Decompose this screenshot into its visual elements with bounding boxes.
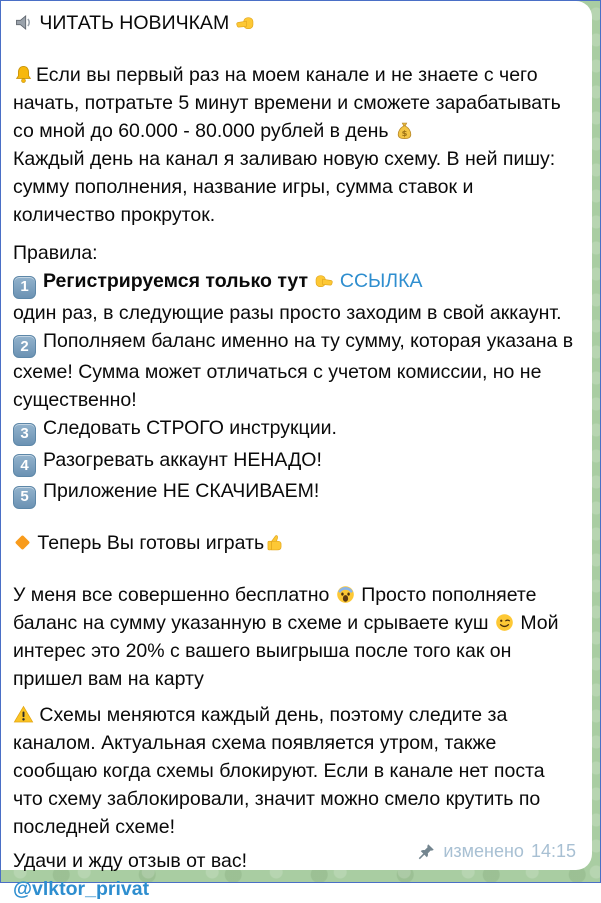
rule-1-text: Регистрируемся только тут bbox=[43, 270, 309, 292]
free-text-1: У меня все совершенно бесплатно bbox=[13, 583, 330, 606]
rule-item-1 bbox=[13, 267, 578, 299]
rule-5-text: Приложение НЕ СКАЧИВАЕМ! bbox=[43, 480, 320, 502]
bell-icon bbox=[13, 64, 34, 85]
post-title: ЧИТАТЬ НОВИЧКАМ bbox=[39, 12, 230, 34]
rules-heading: Правила: bbox=[13, 242, 98, 264]
message-meta bbox=[416, 841, 576, 862]
intro-paragraph-2: Каждый день на канал я заливаю новую схему. В ней пишу: сумму пополнения, название игры, сумма ставок и количество прокруток. bbox=[13, 148, 556, 226]
thumbs-up-icon bbox=[264, 532, 285, 553]
post-title-line bbox=[13, 9, 578, 37]
warning-text: Схемы меняются каждый день, поэтому следите за каналом. Актуальная схема появляется утром, также сообщаю когда схемы блокируют. Если в канале нет поста что схему заблокировали, значит можно смело крутить по последней схеме! bbox=[13, 703, 545, 838]
pointing-right-hand-icon bbox=[313, 270, 334, 291]
pointing-left-hand-icon bbox=[235, 12, 256, 33]
blank-line bbox=[13, 509, 578, 529]
rule-2-text: Пополняем баланс именно на ту сумму, которая указана в схеме! Сумма может отличаться с учетом комиссии, но не существенно! bbox=[13, 329, 574, 411]
rule-1-continuation: один раз, в следующие разы просто заходим в свой аккаунт. bbox=[13, 301, 562, 324]
warning-icon bbox=[13, 704, 34, 725]
speaker-icon bbox=[13, 12, 34, 33]
rule-item-2 bbox=[13, 327, 578, 415]
farewell-line: Удачи и жду отзыв от вас! bbox=[13, 849, 248, 872]
paragraph-gap bbox=[13, 229, 578, 239]
moneybag-icon bbox=[394, 120, 415, 141]
intro-paragraph bbox=[13, 61, 578, 145]
keycap-1-icon: 1 bbox=[13, 276, 36, 299]
username-link[interactable]: @vlktor_privat bbox=[13, 877, 150, 900]
free-paragraph bbox=[13, 581, 578, 693]
rule-item-4 bbox=[13, 446, 578, 478]
svg-text:$: $ bbox=[401, 127, 408, 138]
ready-text: Теперь Вы готовы играть bbox=[37, 531, 265, 554]
keycap-4-icon: 4 bbox=[13, 454, 36, 477]
blank-line bbox=[13, 557, 578, 581]
rule-item-3 bbox=[13, 414, 578, 446]
orange-diamond-icon bbox=[13, 532, 32, 551]
message-bubble bbox=[1, 1, 592, 900]
warning-paragraph bbox=[13, 701, 578, 841]
wink-face-icon bbox=[494, 612, 515, 633]
edited-label: изменено bbox=[443, 841, 524, 861]
ready-line bbox=[13, 529, 578, 557]
blank-line bbox=[13, 37, 578, 61]
keycap-3-icon: 3 bbox=[13, 423, 36, 446]
rule-4-text: Разогревать аккаунт НЕНАДО! bbox=[43, 448, 322, 471]
free-text-3: Мой интерес это 20% с вашего выигрыша после того как он пришел вам на карту bbox=[13, 611, 559, 690]
registration-link[interactable]: ССЫЛКА bbox=[339, 270, 423, 292]
message-time: 14:15 bbox=[530, 841, 576, 861]
rule-3-text: Следовать СТРОГО инструкции. bbox=[43, 417, 337, 439]
keycap-5-icon: 5 bbox=[13, 486, 36, 509]
free-text-2: Просто пополняете баланс на сумму указанную в схеме и срываете куш bbox=[13, 583, 537, 634]
blank-line bbox=[13, 693, 578, 701]
keycap-2-icon: 2 bbox=[13, 335, 36, 358]
pinned-icon bbox=[416, 842, 436, 862]
scream-face-icon bbox=[335, 584, 356, 605]
intro-text-1: Если вы первый раз на моем канале и не знаете с чего начать, потратьте 5 минут времени и сможете зарабатывать со мной до 60.000 - 80.000 рублей в день bbox=[13, 64, 561, 142]
rule-item-5 bbox=[13, 477, 578, 509]
